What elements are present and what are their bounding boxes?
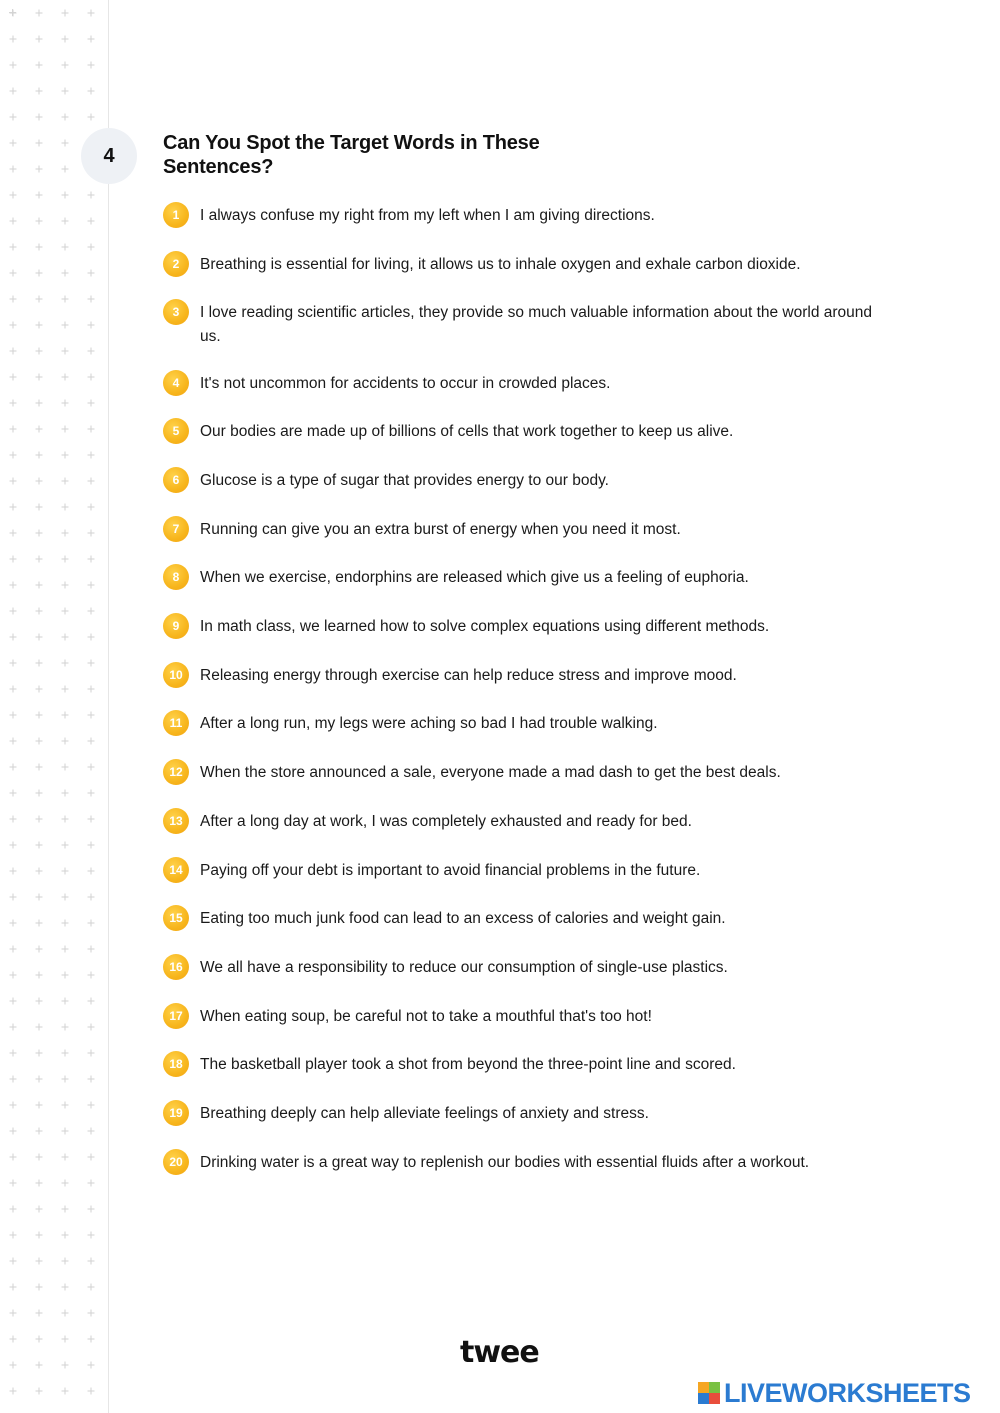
liveworksheets-watermark[interactable] xyxy=(698,1378,971,1408)
item-sentence[interactable]: After a long day at work, I was completely exhausted and ready for bed. xyxy=(200,813,692,830)
item-number-badge: 13 xyxy=(163,808,189,834)
item-number-badge: 8 xyxy=(163,564,189,590)
item-number-badge: 4 xyxy=(163,370,189,396)
item-sentence[interactable]: In math class, we learned how to solve complex equations using different methods. xyxy=(200,618,770,635)
item-sentence[interactable]: I always confuse my right from my left when I am giving directions. xyxy=(200,207,655,224)
item-sentence[interactable]: Releasing energy through exercise can help reduce stress and improve mood. xyxy=(200,667,737,684)
twee-logo: twee xyxy=(460,1335,539,1370)
item-sentence[interactable]: Eating too much junk food can lead to an excess of calories and weight gain. xyxy=(200,910,726,927)
item-sentence[interactable]: When eating soup, be careful not to take a mouthful that's too hot! xyxy=(200,1008,652,1025)
item-sentence[interactable]: I love reading scientific articles, they provide so much valuable information about the world around us. xyxy=(200,304,873,345)
item-number-badge: 6 xyxy=(163,467,189,493)
item-number-badge: 3 xyxy=(163,299,189,325)
item-number-badge: 18 xyxy=(163,1051,189,1077)
item-number-badge: 7 xyxy=(163,516,189,542)
item-number-badge: 14 xyxy=(163,857,189,883)
item-number-badge: 1 xyxy=(163,202,189,228)
item-number-badge: 2 xyxy=(163,251,189,277)
margin-divider xyxy=(108,0,109,1413)
item-number-badge: 11 xyxy=(163,710,189,736)
item-number-badge: 17 xyxy=(163,1003,189,1029)
item-sentence[interactable]: The basketball player took a shot from beyond the three-point line and scored. xyxy=(200,1056,736,1073)
item-sentence[interactable]: Glucose is a type of sugar that provides energy to our body. xyxy=(200,472,609,489)
item-number-badge: 15 xyxy=(163,905,189,931)
item-sentence[interactable]: Breathing is essential for living, it allows us to inhale oxygen and exhale carbon dioxide. xyxy=(200,256,801,273)
item-sentence[interactable]: When the store announced a sale, everyone made a mad dash to get the best deals. xyxy=(200,764,781,781)
item-number-badge: 12 xyxy=(163,759,189,785)
liveworksheets-logo-icon xyxy=(698,1382,720,1404)
item-number-badge: 10 xyxy=(163,662,189,688)
item-sentence[interactable]: It's not uncommon for accidents to occur in crowded places. xyxy=(200,375,611,392)
task-number: 4 xyxy=(103,144,115,167)
item-sentence[interactable]: Our bodies are made up of billions of cells that work together to keep us alive. xyxy=(200,423,734,440)
item-number-badge: 5 xyxy=(163,418,189,444)
item-sentence[interactable]: Drinking water is a great way to replenish our bodies with essential fluids after a workout. xyxy=(200,1154,810,1171)
margin-grid xyxy=(0,0,108,1413)
item-sentence[interactable]: Running can give you an extra burst of energy when you need it most. xyxy=(200,521,681,538)
item-number-badge: 20 xyxy=(163,1149,189,1175)
item-sentence[interactable]: We all have a responsibility to reduce our consumption of single-use plastics. xyxy=(200,959,728,976)
liveworksheets-label: LIVEWORKSHEETS xyxy=(724,1377,971,1408)
plus-grid-pattern xyxy=(0,0,108,1413)
item-number-badge: 19 xyxy=(163,1100,189,1126)
item-sentence[interactable]: When we exercise, endorphins are released which give us a feeling of euphoria. xyxy=(200,569,749,586)
task-title: Can You Spot the Target Words in These Sentences? xyxy=(163,132,540,178)
item-sentence[interactable]: Breathing deeply can help alleviate feelings of anxiety and stress. xyxy=(200,1105,649,1122)
item-number-badge: 16 xyxy=(163,954,189,980)
task-number-badge xyxy=(81,128,137,184)
item-sentence[interactable]: Paying off your debt is important to avoid financial problems in the future. xyxy=(200,862,701,879)
item-number-badge: 9 xyxy=(163,613,189,639)
item-sentence[interactable]: After a long run, my legs were aching so bad I had trouble walking. xyxy=(200,715,658,732)
